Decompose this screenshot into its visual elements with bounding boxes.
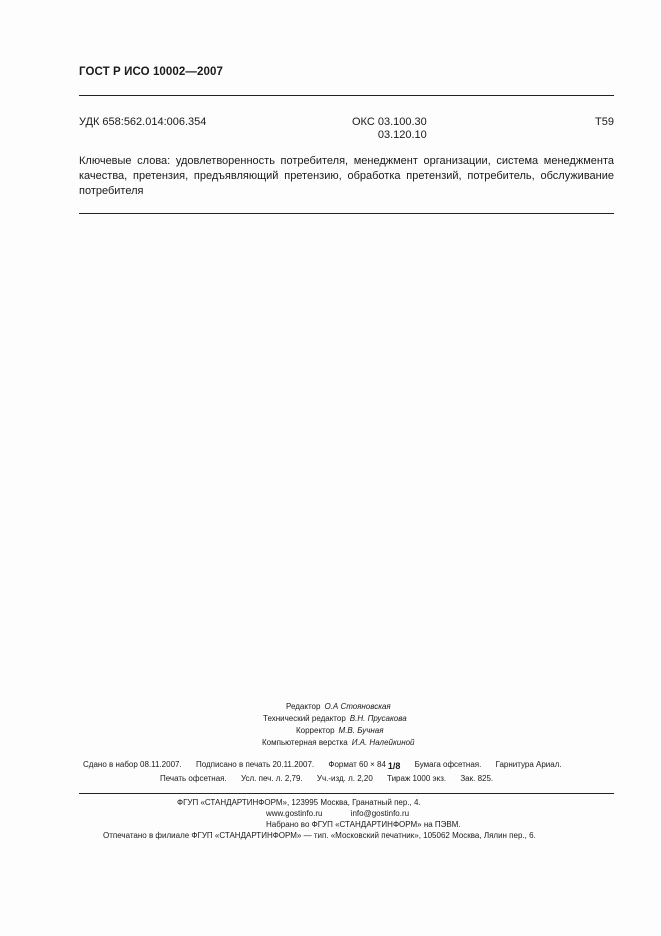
paper-type: Бумага офсетная.: [414, 760, 482, 769]
signed-date: Подписано в печать 20.11.2007.: [195, 760, 315, 769]
credit-role: Технический редактор: [263, 714, 346, 723]
credit-person: И.А. Налейкиной: [351, 738, 415, 747]
credit-role: Корректор: [296, 726, 335, 735]
oks-code-1: ОКС 03.100.30: [352, 116, 427, 128]
credit-role: Компьютерная верстка: [262, 738, 348, 747]
credit-editor: [286, 702, 391, 711]
print-sheets: Усл. печ. л. 2,79.: [240, 774, 303, 783]
order-number: Зак. 825.: [460, 774, 494, 783]
typesetting-note: Набрано во ФГУП «СТАНДАРТИНФОРМ» на ПЭВМ.: [266, 820, 461, 829]
credit-role: Редактор: [286, 702, 321, 711]
credit-person: В.Н. Прусакова: [349, 714, 407, 723]
udk-code: УДК 658:562.014:006.354: [79, 116, 207, 128]
format: Формат 60 × 84 1/8: [328, 760, 401, 771]
standard-code: ГОСТ Р ИСО 10002—2007: [79, 66, 224, 78]
footer-divider: [79, 793, 614, 794]
format-fraction: 1/8: [387, 761, 401, 771]
print-run: Тираж 1000 экз.: [387, 774, 447, 783]
credit-person: О.А Стояновская: [324, 702, 391, 711]
publisher-address: ФГУП «СТАНДАРТИНФОРМ», 123995 Москва, Гранатный пер., 4.: [177, 798, 421, 807]
print-type: Печать офсетная.: [160, 774, 227, 783]
credit-layout: [262, 738, 415, 747]
print-info-line-1: [83, 760, 562, 771]
credit-person: М.В. Бучная: [338, 726, 384, 735]
print-info-line-2: [160, 774, 493, 783]
keywords-divider: [79, 213, 614, 214]
credit-corrector: [296, 726, 384, 735]
edition-sheets: Уч.-изд. л. 2,20: [316, 774, 373, 783]
publisher-contacts: [266, 809, 409, 818]
keywords-paragraph: Ключевые слова: удовлетворенность потребителя, менеджмент организации, система менеджмента качества, претензия, предъявляющий претензию, обработка претензий, потребитель, обслуживание потребителя: [79, 155, 614, 197]
publisher-website: www.gostinfo.ru: [266, 809, 323, 818]
top-divider: [79, 95, 614, 96]
sent-date: Сдано в набор 08.11.2007.: [83, 760, 182, 769]
credit-tech-editor: [263, 714, 407, 723]
typeface: Гарнитура Ариал.: [495, 760, 562, 769]
publisher-email: info@gostinfo.ru: [350, 809, 410, 818]
printing-note: Отпечатано в филиале ФГУП «СТАНДАРТИНФОРМ» — тип. «Московский печатник», 105062 Москва, Лялин пер., 6.: [103, 831, 536, 840]
oks-code-2: 03.120.10: [377, 129, 427, 141]
class-code: Т59: [595, 116, 614, 128]
oks-codes: [352, 116, 427, 142]
